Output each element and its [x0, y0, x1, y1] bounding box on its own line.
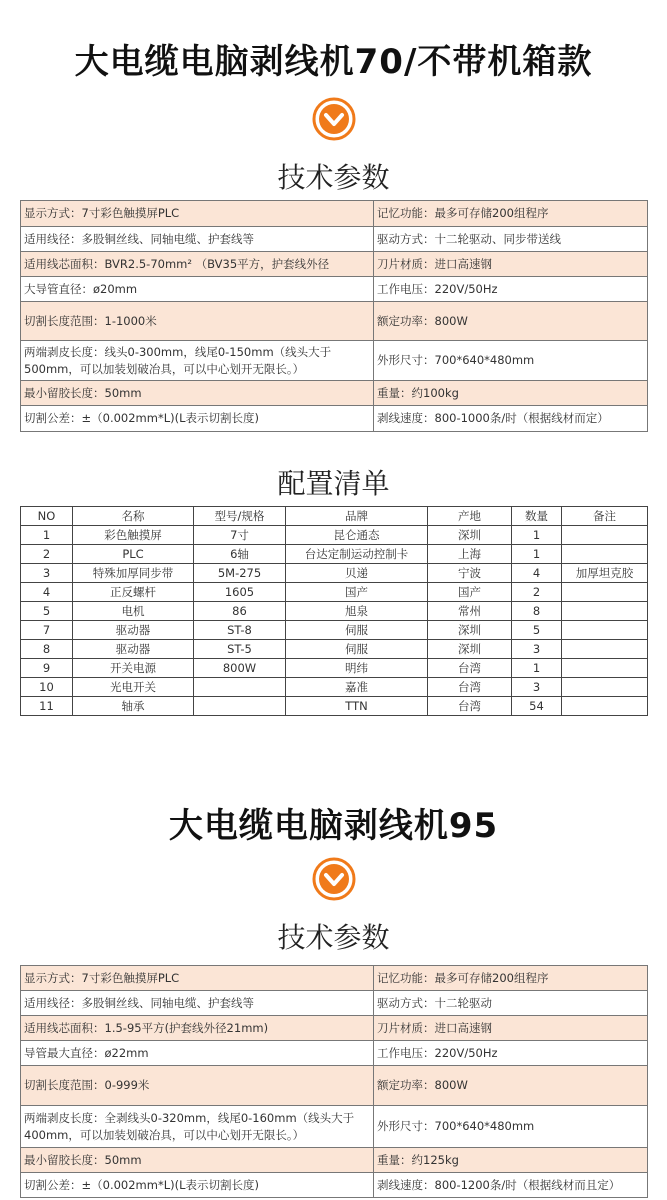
config-row	[21, 545, 648, 564]
spec-cell: 剥线速度：800-1200条/时（根据线材而且定）	[374, 1173, 648, 1198]
spec-cell: 工作电压：220V/50Hz	[374, 1041, 648, 1066]
spec-cell: 切割长度范围：1-1000米	[21, 302, 374, 341]
spec-cell: 适用线径：多股铜丝线、同轴电缆、护套线等	[21, 991, 374, 1016]
config-row	[21, 678, 648, 697]
config-cell: 深圳	[428, 640, 512, 659]
config-cell: 昆仑通态	[286, 526, 428, 545]
config-cell: 深圳	[428, 621, 512, 640]
config-cell: 轴承	[73, 697, 194, 716]
config-table	[20, 506, 648, 716]
config-cell: 国产	[428, 583, 512, 602]
config-cell: 台达定制运动控制卡	[286, 545, 428, 564]
config-cell: TTN	[286, 697, 428, 716]
spec-cell: 显示方式：7寸彩色触摸屏PLC	[21, 966, 374, 991]
config-cell	[562, 621, 648, 640]
config-cell: 驱动器	[73, 621, 194, 640]
spec-cell: 最小留胶长度：50mm	[21, 381, 374, 406]
spec-cell: 切割公差：±（0.002mm*L)(L表示切割长度)	[21, 1173, 374, 1198]
config-header-row	[21, 507, 648, 526]
config-cell: 常州	[428, 602, 512, 621]
config-cell: 4	[21, 583, 73, 602]
spec-cell: 记忆功能：最多可存储200组程序	[374, 966, 648, 991]
config-cell: 1	[512, 659, 562, 678]
config-cell: 伺服	[286, 621, 428, 640]
config-cell: 宁波	[428, 564, 512, 583]
config-cell	[562, 583, 648, 602]
config-cell: 11	[21, 697, 73, 716]
config-header-cell: 品牌	[286, 507, 428, 526]
config-cell: 6轴	[194, 545, 286, 564]
config-cell: PLC	[73, 545, 194, 564]
config-header-cell: 数量	[512, 507, 562, 526]
config-cell: 1	[21, 526, 73, 545]
config-cell: ST-8	[194, 621, 286, 640]
config-cell: 光电开关	[73, 678, 194, 697]
config-cell: 3	[512, 640, 562, 659]
spec-cell: 额定功率：800W	[374, 1066, 648, 1106]
spec-cell: 两端剥皮长度：线头0-300mm，线尾0-150mm（线头大于500mm，可以加装划破冶具，可以中心划开无限长。）	[21, 341, 374, 381]
config-cell: 明纬	[286, 659, 428, 678]
chevron-down-circle-icon	[311, 96, 357, 142]
spec-cell: 刀片材质：进口高速钢	[374, 252, 648, 277]
config-row	[21, 621, 648, 640]
spec-table-70	[20, 200, 648, 432]
spec-cell: 刀片材质：进口高速钢	[374, 1016, 648, 1041]
config-title: 配置清单	[277, 467, 390, 500]
config-row	[21, 640, 648, 659]
spec-cell: 导管最大直径：ø22mm	[21, 1041, 374, 1066]
spec-cell: 适用线芯面积：1.5-95平方(护套线外径21mm)	[21, 1016, 374, 1041]
config-cell: 2	[512, 583, 562, 602]
spec-table-95	[20, 965, 648, 1198]
config-cell: 4	[512, 564, 562, 583]
spec-cell: 重量：约125kg	[374, 1148, 648, 1173]
config-cell: 7	[21, 621, 73, 640]
product-title-70: 大电缆电脑剥线机70/不带机箱款	[74, 42, 593, 82]
spec-cell: 外形尺寸：700*640*480mm	[374, 1106, 648, 1148]
spec-title-70: 技术参数	[277, 161, 390, 194]
config-cell	[562, 526, 648, 545]
config-cell: 贝递	[286, 564, 428, 583]
config-row	[21, 583, 648, 602]
config-cell	[562, 602, 648, 621]
config-cell: 加厚坦克胶	[562, 564, 648, 583]
config-cell	[194, 697, 286, 716]
spec-cell: 大导管直径：ø20mm	[21, 277, 374, 302]
spec-cell: 额定功率：800W	[374, 302, 648, 341]
config-cell: 1	[512, 545, 562, 564]
config-cell: 8	[512, 602, 562, 621]
config-cell: 9	[21, 659, 73, 678]
config-row	[21, 526, 648, 545]
spec-cell: 最小留胶长度：50mm	[21, 1148, 374, 1173]
config-cell: 台湾	[428, 697, 512, 716]
spec-cell: 外形尺寸：700*640*480mm	[374, 341, 648, 381]
config-header-cell: 型号/规格	[194, 507, 286, 526]
config-row	[21, 659, 648, 678]
config-cell: 伺服	[286, 640, 428, 659]
spec-cell: 剥线速度：800-1000条/时（根据线材而定）	[374, 406, 648, 432]
config-cell: 54	[512, 697, 562, 716]
config-cell: 3	[512, 678, 562, 697]
spec-cell: 显示方式：7寸彩色触摸屏PLC	[21, 201, 374, 227]
config-cell	[562, 678, 648, 697]
spec-cell: 适用线径：多股铜丝线、同轴电缆、护套线等	[21, 227, 374, 252]
config-cell	[562, 640, 648, 659]
config-row	[21, 602, 648, 621]
chevron-down-circle-icon	[311, 856, 357, 902]
spec-cell: 驱动方式：十二轮驱动、同步带送线	[374, 227, 648, 252]
spec-title-95: 技术参数	[277, 921, 390, 954]
product-title-95: 大电缆电脑剥线机95	[168, 806, 499, 846]
config-cell: 1605	[194, 583, 286, 602]
config-cell: 正反螺杆	[73, 583, 194, 602]
config-cell: 1	[512, 526, 562, 545]
config-cell: 2	[21, 545, 73, 564]
config-cell: 嘉准	[286, 678, 428, 697]
spec-cell: 工作电压：220V/50Hz	[374, 277, 648, 302]
config-header-cell: 备注	[562, 507, 648, 526]
config-row	[21, 564, 648, 583]
config-cell: 10	[21, 678, 73, 697]
config-cell: 5	[21, 602, 73, 621]
config-header-cell: 产地	[428, 507, 512, 526]
config-cell: 86	[194, 602, 286, 621]
config-cell: 电机	[73, 602, 194, 621]
config-cell: 8	[21, 640, 73, 659]
config-cell: 彩色触摸屏	[73, 526, 194, 545]
config-cell: 上海	[428, 545, 512, 564]
config-cell: 5M-275	[194, 564, 286, 583]
config-cell: 深圳	[428, 526, 512, 545]
spec-cell: 切割长度范围：0-999米	[21, 1066, 374, 1106]
spec-cell: 两端剥皮长度：全剥线头0-320mm，线尾0-160mm（线头大于400mm，可以加装划破冶具，可以中心划开无限长。）	[21, 1106, 374, 1148]
config-cell: 旭泉	[286, 602, 428, 621]
config-cell: ST-5	[194, 640, 286, 659]
config-cell: 国产	[286, 583, 428, 602]
config-cell: 台湾	[428, 678, 512, 697]
config-cell	[562, 697, 648, 716]
config-cell: 800W	[194, 659, 286, 678]
config-cell: 台湾	[428, 659, 512, 678]
spec-cell: 记忆功能：最多可存储200组程序	[374, 201, 648, 227]
config-cell	[562, 659, 648, 678]
spec-cell: 驱动方式：十二轮驱动	[374, 991, 648, 1016]
config-cell: 开关电源	[73, 659, 194, 678]
config-cell: 驱动器	[73, 640, 194, 659]
config-header-cell: 名称	[73, 507, 194, 526]
spec-cell: 切割公差：±（0.002mm*L)(L表示切割长度)	[21, 406, 374, 432]
config-cell	[194, 678, 286, 697]
config-cell: 7寸	[194, 526, 286, 545]
config-cell: 特殊加厚同步带	[73, 564, 194, 583]
config-header-cell: NO	[21, 507, 73, 526]
config-cell: 5	[512, 621, 562, 640]
config-cell: 3	[21, 564, 73, 583]
spec-cell: 重量：约100kg	[374, 381, 648, 406]
config-cell	[562, 545, 648, 564]
config-row	[21, 697, 648, 716]
spec-cell: 适用线芯面积：BVR2.5-70mm² （BV35平方，护套线外径	[21, 252, 374, 277]
